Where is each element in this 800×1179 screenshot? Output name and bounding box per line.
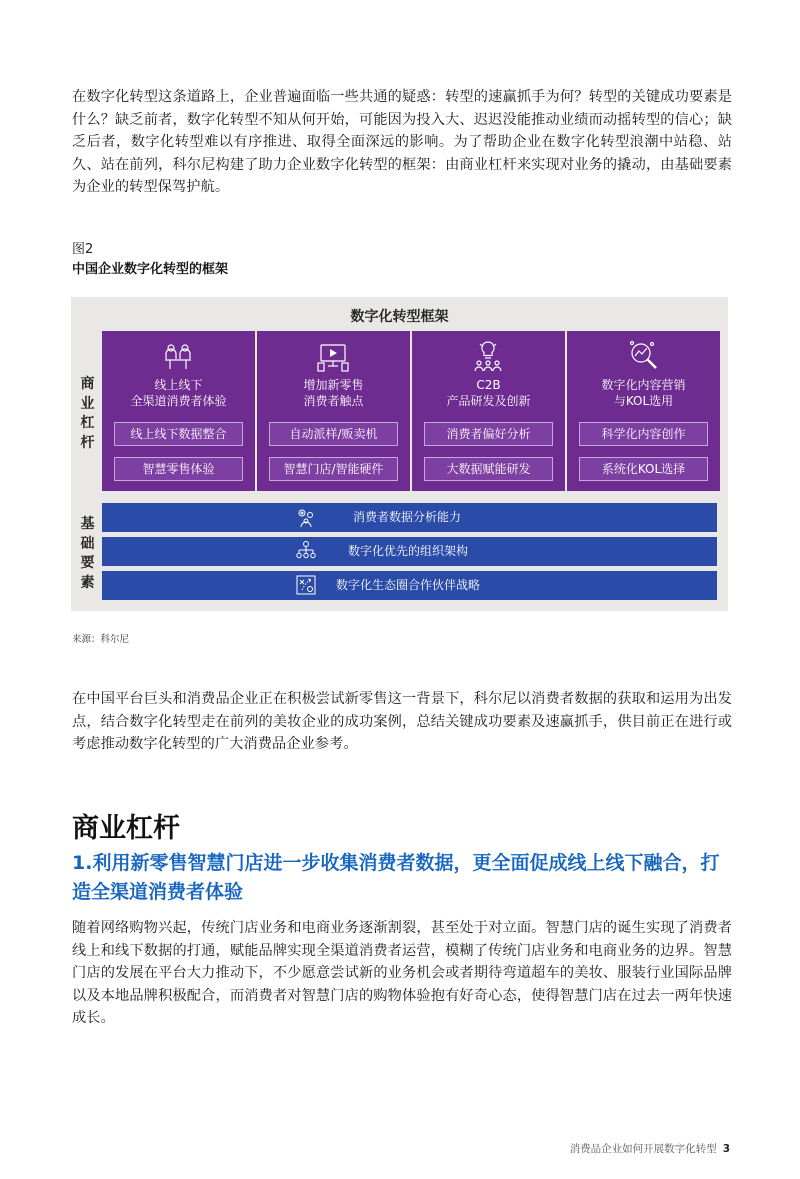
figure-number: 图2 [72,242,94,257]
page-number: 3 [722,1143,730,1155]
lever-column-omnichannel [102,331,255,491]
side-label-foundation-text: 基 础 要 素 [80,516,95,591]
org-chart-icon [295,540,317,562]
foundation-bar [102,503,717,532]
lever-column-c2b [412,331,565,491]
page-footer [570,1141,730,1156]
lever-column-content-marketing [567,331,720,491]
people-meeting-icon [161,339,195,373]
lever-item: 科学化内容创作 [579,422,708,446]
lever-item: 智慧零售体验 [114,457,243,481]
lever-column-touchpoints [257,331,410,491]
framework-figure [71,297,728,611]
figure-title: 中国企业数字化转型的框架 [72,262,229,277]
foundation-bar-label: 数字化优先的组织架构 [348,544,469,558]
lever-item: 消费者偏好分析 [424,422,553,446]
side-label-business-lever [71,375,104,453]
lever-column-title: 数字化内容营销 与KOL选用 [601,378,686,408]
figure-source: 来源：科尔尼 [72,634,130,645]
foundation-bar [102,571,717,600]
side-label-business-text: 商 业 杠 杆 [80,376,95,451]
lever-column-title: C2B 产品研发及创新 [446,378,531,408]
section-subheading: 1.利用新零售智慧门店进一步收集消费者数据，更全面促成线上线下融合，打造全渠道消费者体验 [72,852,720,903]
strategy-board-icon [295,574,317,596]
section-heading: 商业杠杆 [72,813,180,844]
lever-item: 线上线下数据整合 [114,422,243,446]
gears-person-icon [295,506,317,528]
body-paragraph: 随着网络购物兴起，传统门店业务和电商业务逐渐割裂，甚至处于对立面。智慧门店的诞生实现了消费者线上和线下数据的打通，赋能品牌实现全渠道消费者运营，模糊了传统门店业务和电商业务的边界。智慧门店的发展在平台大力推动下，不少愿意尝试新的业务机会或者期待弯道超车的美妆、服装行业国际品牌以及本地品牌积极配合，而消费者对智慧门店的购物体验抱有好奇心态，使得智慧门店在过去一两年快速成长。 [72,920,732,1026]
foundation-bar-label: 数字化生态圈合作伙伴战略 [336,578,481,592]
lever-item: 自动派样/贩卖机 [269,422,398,446]
intro-paragraph: 在数字化转型这条道路上，企业普遍面临一些共通的疑惑：转型的速赢抓手为何？转型的关键成功要素是什么？缺乏前者，数字化转型不知从何开始，可能因为投入大、迟迟没能推动业绩而动摇转型的信心；缺乏后者，数字化转型难以有序推进、取得全面深远的影响。为了帮助企业在数字化转型浪潮中站稳、站久、站在前列，科尔尼构建了助力企业数字化转型的框架：由商业杠杆来实现对业务的撬动，由基础要素为企业的转型保驾护航。 [72,89,732,195]
framework-title: 数字化转型框架 [350,309,449,325]
lever-item: 系统化KOL选择 [579,457,708,481]
body-paragraph: 在中国平台巨头和消费品企业正在积极尝试新零售这一背景下，科尔尼以消费者数据的获取和运用为出发点，结合数字化转型走在前列的美妆企业的成功案例，总结关键成功要素及速赢抓手，供目前正在进行或考虑推动数字化转型的广大消费品企业参考。 [72,691,732,752]
lever-item: 大数据赋能研发 [424,457,553,481]
lightbulb-people-icon [471,339,505,373]
lever-column-title: 线上线下 全渠道消费者体验 [130,378,227,408]
foundation-bar-label: 消费者数据分析能力 [353,510,462,524]
magnifier-chart-icon [626,339,660,373]
side-label-foundation [71,515,104,593]
lever-column-title: 增加新零售 消费者触点 [303,378,364,408]
foundation-bar [102,537,717,566]
lever-item: 智慧门店/智能硬件 [269,457,398,481]
monitor-devices-icon [316,339,350,373]
footer-title: 消费品企业如何开展数字化转型 [569,1143,717,1155]
